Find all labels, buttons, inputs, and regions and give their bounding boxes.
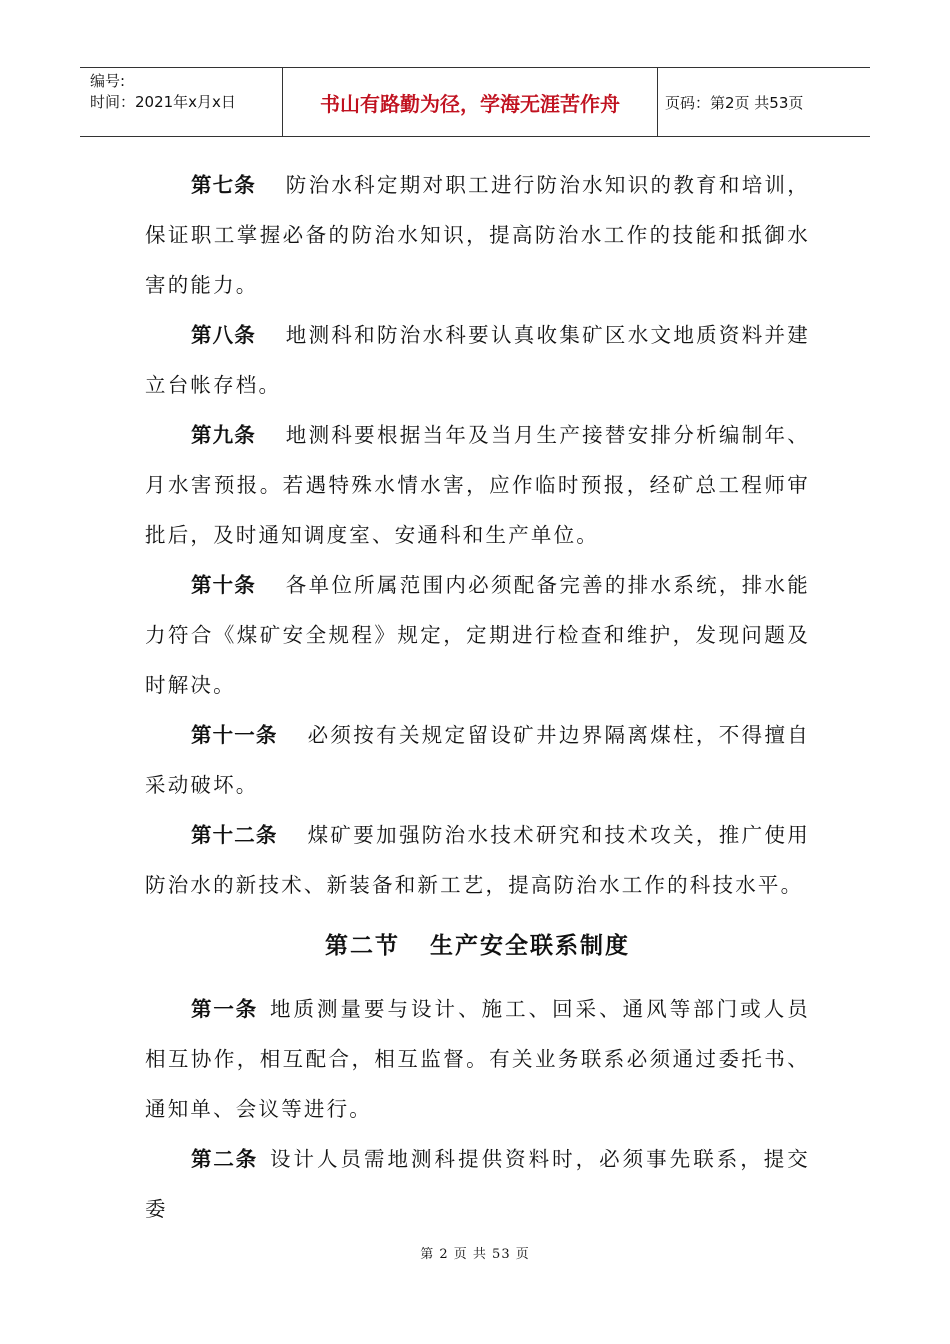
article-label: 第七条 [191, 173, 256, 197]
article-label: 第十条 [191, 573, 256, 597]
article [145, 1134, 810, 1234]
document-body [145, 160, 810, 1234]
article [145, 984, 810, 1134]
article [145, 410, 810, 560]
article-label: 第十一条 [191, 723, 278, 747]
article-text: 必须按有关规定留设矿井边界隔离煤柱，不得擅自采动破坏。 [145, 723, 810, 797]
header-meta [80, 68, 282, 136]
article-label: 第十二条 [191, 823, 278, 847]
article-label: 第八条 [191, 323, 256, 347]
article [145, 710, 810, 810]
document-header [80, 67, 870, 137]
article-text: 设计人员需地测科提供资料时，必须事先联系，提交委 [145, 1147, 810, 1221]
article-text: 各单位所属范围内必须配备完善的排水系统，排水能力符合《煤矿安全规程》规定，定期进行检查和维护，发现问题及时解决。 [145, 573, 810, 697]
article-text: 防治水科定期对职工进行防治水知识的教育和培训，保证职工掌握必备的防治水知识，提高防治水工作的技能和抵御水害的能力。 [145, 173, 810, 297]
number-label: 编号: [90, 72, 126, 90]
header-motto: 书山有路勤为径，学海无涯苦作舟 [282, 68, 658, 136]
page-footer: 第 2 页 共 53 页 [420, 1247, 530, 1262]
article-label: 第九条 [191, 423, 256, 447]
article-text: 煤矿要加强防治水技术研究和技术攻关，推广使用防治水的新技术、新装备和新工艺，提高防治水工作的科技水平。 [145, 823, 810, 897]
article [145, 160, 810, 310]
article [145, 810, 810, 910]
article [145, 310, 810, 410]
article-label: 第一条 [191, 997, 258, 1021]
article-text: 地测科要根据当年及当月生产接替安排分析编制年、月水害预报。若遇特殊水情水害，应作临时预报，经矿总工程师审批后，及时通知调度室、安通科和生产单位。 [145, 423, 810, 547]
article-text: 地测科和防治水科要认真收集矿区水文地质资料并建立台帐存档。 [145, 323, 810, 397]
section-heading [145, 920, 810, 972]
section-title-text: 生产安全联系制度 [430, 933, 630, 959]
header-page-info: 页码：第2页 共53页 [665, 93, 804, 112]
article-label: 第二条 [191, 1147, 258, 1171]
article [145, 560, 810, 710]
date-text: 时间：2021年x月x日 [90, 93, 236, 111]
section-number: 第二节 [325, 933, 400, 959]
article-text: 地质测量要与设计、施工、回采、通风等部门或人员相互协作，相互配合，相互监督。有关业务联系必须通过委托书、通知单、会议等进行。 [145, 997, 810, 1121]
